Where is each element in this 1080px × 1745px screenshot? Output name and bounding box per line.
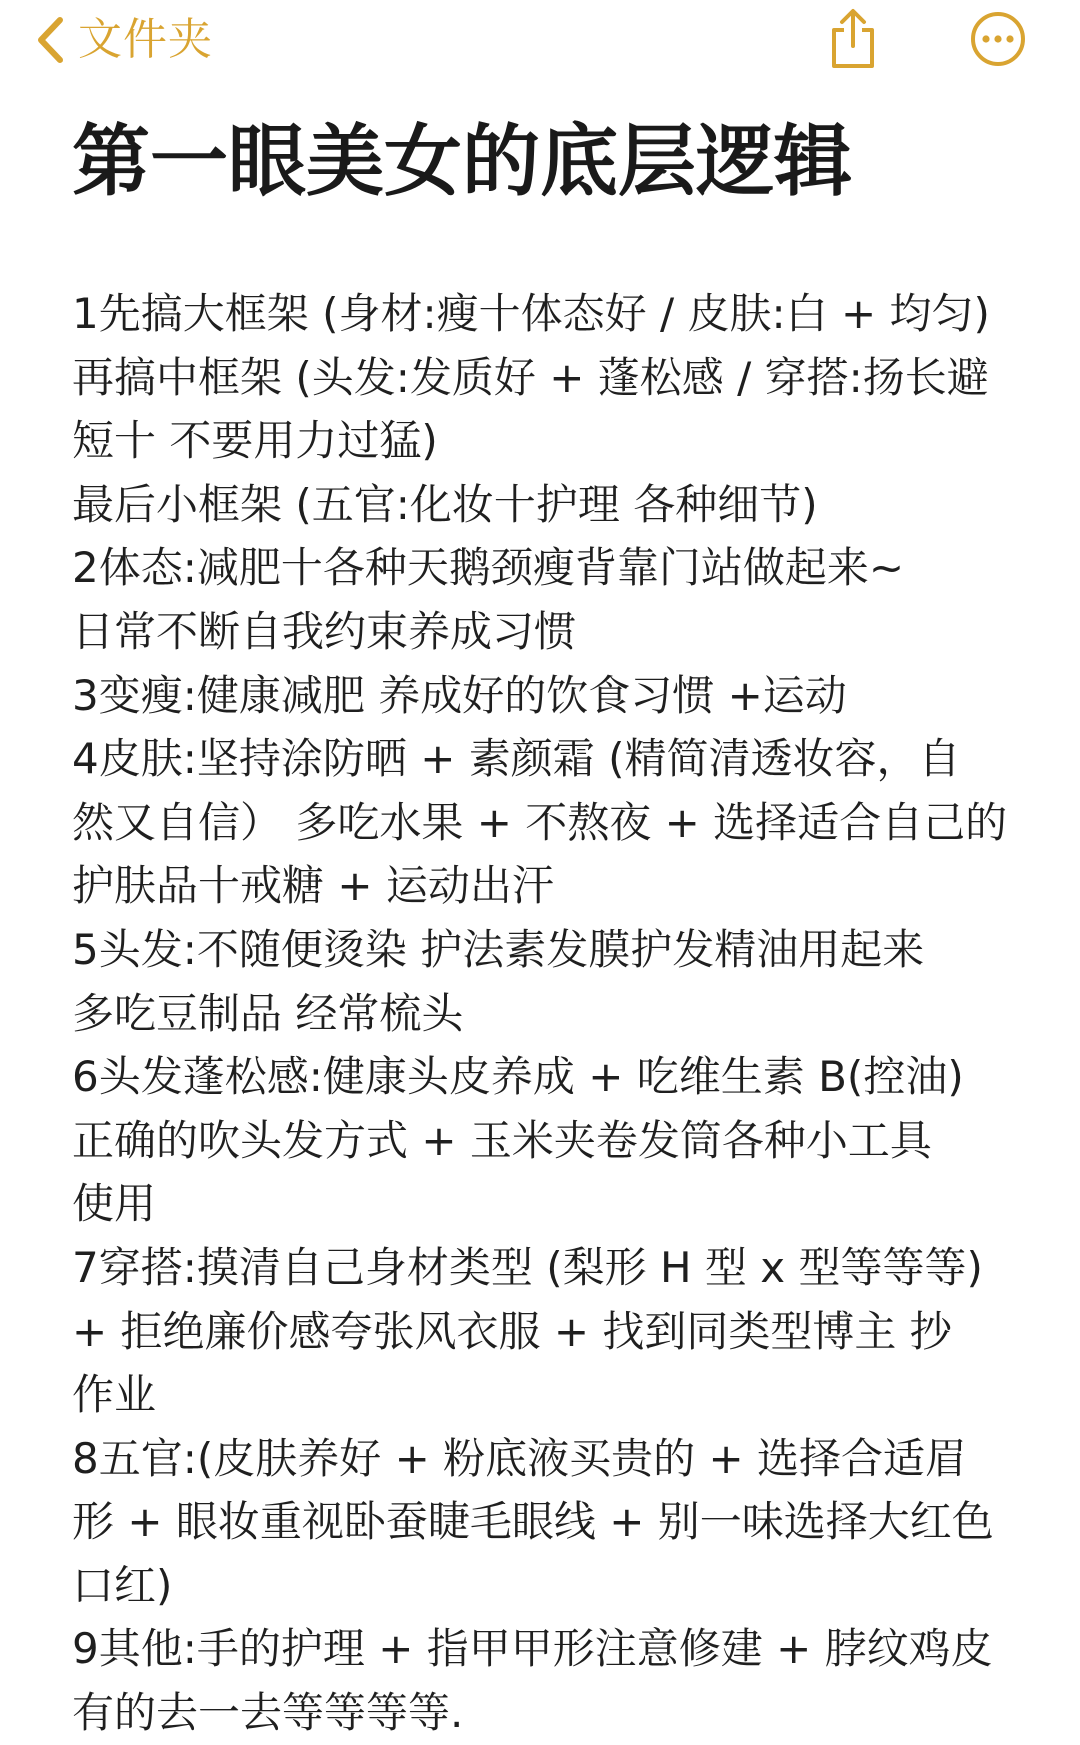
note-line: 5头发:不随便烫染 护法素发膜护发精油用起来	[72, 924, 925, 974]
note-line: 8五官:(皮肤养好 + 粉底液买贵的 + 选择合适眉	[72, 1433, 968, 1483]
note-line: 4皮肤:坚持涂防晒 + 素颜霜 (精简清透妆容，自	[72, 734, 961, 784]
note-line: 再搞中框架 (头发:发质好 + 蓬松感 / 穿搭:扬长避	[72, 352, 989, 402]
chevron-left-icon	[30, 12, 70, 68]
note-line: 多吃豆制品 经常梳头	[72, 988, 464, 1038]
note-body[interactable]	[72, 282, 1032, 1745]
share-button[interactable]	[820, 8, 886, 74]
note-line: 最后小框架 (五官:化妆十护理 各种细节)	[72, 479, 818, 529]
more-icon	[969, 10, 1027, 72]
note-line: 正确的吹头发方式 + 玉米夹卷发筒各种小工具	[72, 1115, 932, 1165]
back-button[interactable]	[30, 12, 213, 68]
more-button[interactable]	[965, 8, 1031, 74]
note-line: 7穿搭:摸清自己身材类型 (梨形 H 型 x 型等等等)	[72, 1242, 983, 1292]
note-line: + 拒绝廉价感夸张风衣服 + 找到同类型博主 抄	[72, 1306, 952, 1356]
note-line: 6头发蓬松感:健康头皮养成 + 吃维生素 B(控油)	[72, 1052, 964, 1102]
note-line: 形 + 眼妆重视卧蚕睫毛眼线 + 别一味选择大红色	[72, 1497, 994, 1547]
note-line: 作业	[72, 1370, 157, 1420]
note-line: 日常不断自我约束养成习惯	[72, 606, 577, 656]
note-line: 短十 不要用力过猛)	[72, 416, 438, 466]
note-line: 2体态:减肥十各种天鹅颈瘦背靠门站做起来~	[72, 543, 905, 593]
navigation-bar	[0, 0, 1080, 90]
note-line: 护肤品十戒糖 + 运动出汗	[72, 861, 554, 911]
note-title: 第一眼美女的底层逻辑	[72, 117, 853, 207]
note-line: 3变瘦:健康减肥 养成好的饮食习惯 +运动	[72, 670, 847, 720]
note-line: 有的去一去等等等等.	[72, 1688, 464, 1738]
note-line: 然又自信） 多吃水果 + 不熬夜 + 选择适合自己的	[72, 797, 1008, 847]
note-line: 口红)	[72, 1560, 173, 1610]
share-icon	[828, 8, 878, 74]
note-line: 使用	[72, 1179, 157, 1229]
back-label: 文件夹	[78, 14, 213, 65]
note-line: 1先搞大框架 (身材:瘦十体态好 / 皮肤:白 + 均匀)	[72, 289, 990, 338]
note-line: 9其他:手的护理 + 指甲甲形注意修建 + 脖纹鸡皮	[72, 1624, 993, 1674]
